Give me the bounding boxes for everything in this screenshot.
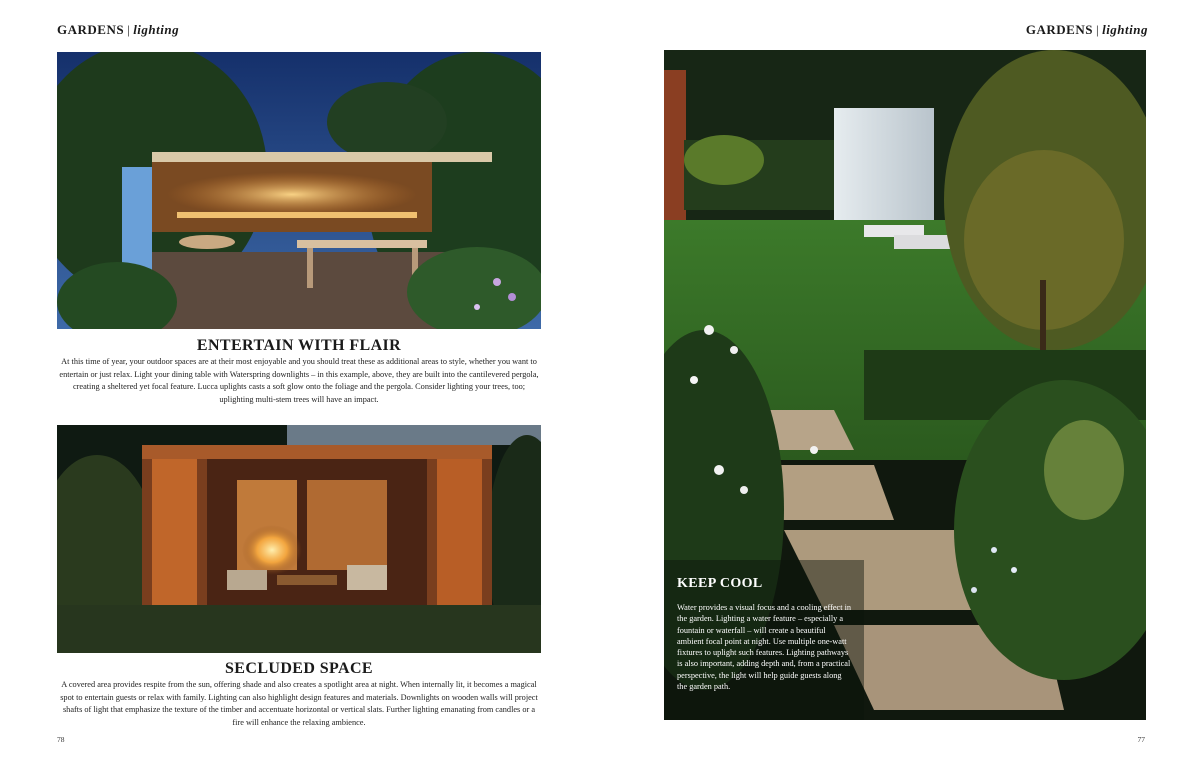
article-body-entertain: At this time of year, your outdoor spaces are at their most enjoyable and you should treat these as additional areas to style, whether you want to entertain or just relax. Light your dining table with Waterspring downlights – in this example, above, they are built into the cantilevered pergola, creating a sheltered yet focal feature. Lucca uplights casts a soft glow onto the foliage and the pergola. Consider lighting your trees, too; uplighting multi-stem trees will have an impact. bbox=[59, 357, 539, 404]
pergola-dining-photo bbox=[57, 52, 541, 329]
article-body-secluded: A covered area provides respite from the sun, offering shade and also creates a spotlight area at night. When internally lit, it becomes a magical spot to entertain guests or relax with family. Lighting can also highlight design features and materials. Downlights on wooden walls will project shafts of light that emphasize the texture of the timber and accentuate horizontal or vertical slats. Further lighting emanating from candles or a fire will enhance the relaxing ambience. bbox=[60, 680, 538, 727]
article-body-keep-cool: Water provides a visual focus and a cooling effect in the garden. Lighting a water feature – especially a fountain or waterfall – will create a beautiful ambient focal point at night. Use multiple one-watt fixtures to uplight such features. Lighting pathways is also important, adding depth and, from a practical perspective, the light will help guide guests along the garden path. bbox=[677, 603, 852, 692]
header-title: GARDENS bbox=[57, 22, 125, 37]
timber-pavilion-illustration bbox=[57, 425, 541, 653]
header-separator: | bbox=[127, 22, 131, 37]
running-header-right bbox=[1026, 22, 1148, 38]
timber-pavilion-photo bbox=[57, 425, 541, 653]
article-heading-entertain: ENTERTAIN WITH FLAIR bbox=[196, 337, 402, 354]
running-header-left bbox=[57, 22, 179, 38]
header-title: GARDENS bbox=[1025, 22, 1093, 37]
page-number-left: 78 bbox=[57, 735, 65, 744]
header-section: lighting bbox=[1102, 22, 1148, 37]
article-heading-secluded: SECLUDED SPACE bbox=[225, 660, 373, 677]
page-number-right: 77 bbox=[1137, 735, 1145, 744]
header-section: lighting bbox=[133, 22, 180, 37]
header-separator: | bbox=[1095, 22, 1100, 37]
article-heading-keep-cool: KEEP COOL bbox=[677, 576, 763, 591]
pergola-dining-illustration bbox=[57, 52, 541, 329]
